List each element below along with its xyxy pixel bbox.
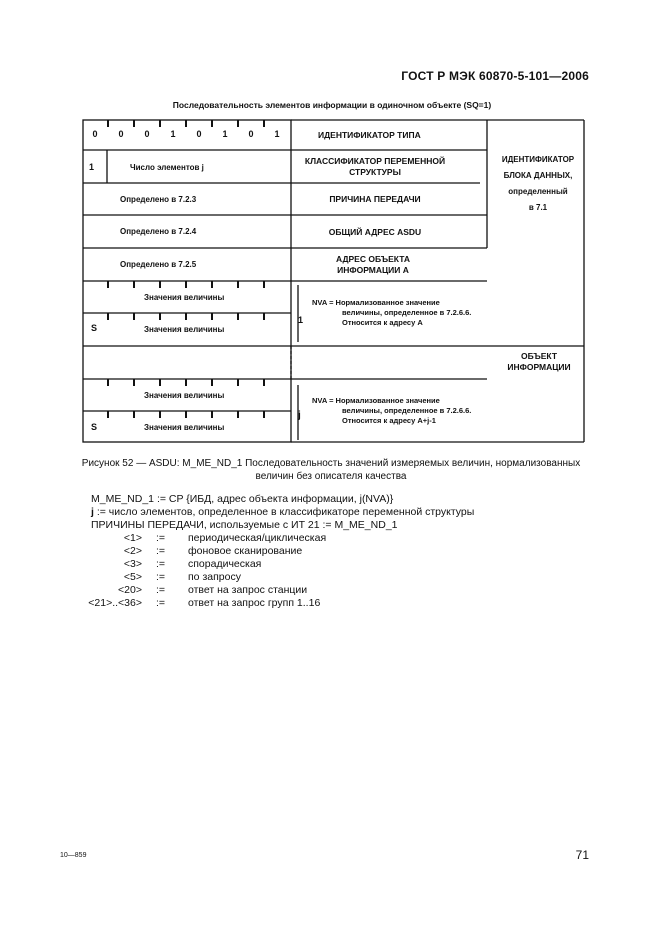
vsq-label: КЛАССИФИКАТОР ПЕРЕМЕННОЙ СТРУКТУРЫ [304,156,446,177]
bit-4: 0 [196,129,202,139]
sign-bit-2: S [91,422,98,432]
defined-7-2-5: Определено в 7.2.5 [120,260,197,269]
nva-index-1: 1 [298,315,304,325]
definition-cp: M_ME_ND_1 := CP {ИБД, адрес объекта информации, j(NVA)} [91,493,394,505]
bit-5: 1 [170,129,176,139]
cause-op: := [156,532,166,544]
defined-7-2-3: Определено в 7.2.3 [120,195,197,204]
cause-op: := [156,597,166,609]
type-id-label: ИДЕНТИФИКАТОР ТИПА [318,130,421,140]
cause-desc: ответ на запрос групп 1..16 [188,597,321,609]
asdu-address-label: ОБЩИЙ АДРЕС ASDU [328,227,422,237]
cause-desc: по запросу [188,571,241,583]
cause-op: := [156,571,166,583]
info-object-line-2: ИНФОРМАЦИИ [507,362,571,372]
value-label-1: Значения величины [144,293,225,302]
cause-row [70,571,490,584]
nva-description-j [312,396,471,426]
cause-desc: спорадическая [188,558,262,570]
nvaj-line-3: Относится к адресу А+j-1 [342,416,436,425]
page-number: 71 [575,848,589,862]
info-object-line-1: ОБЪЕКТ [520,351,558,361]
cot-label: ПРИЧИНА ПЕРЕДАЧИ [329,194,421,204]
cause-row [70,597,490,610]
diagram-title: Последовательность элементов информации в одиночном объекте (SQ=1) [172,100,492,110]
duid-line-3: определенный [508,187,568,196]
cause-row [70,584,490,597]
info-object-label [494,351,584,373]
bit-6: 0 [144,129,150,139]
bit-2: 0 [248,129,254,139]
standard-header: ГОСТ Р МЭК 60870-5-101—2006 [401,69,589,83]
bit-1: 1 [274,129,280,139]
definition-j [91,506,474,519]
cause-op: := [156,558,166,570]
value-label-2: Значения величины [144,325,225,334]
value-label-4: Значения величины [144,423,225,432]
count-label: Число элементов j [130,163,204,172]
count-sq-bit: 1 [89,162,95,172]
type-id-bits [83,129,291,143]
bit-8: 0 [92,129,98,139]
cause-desc: периодическая/циклическая [188,532,327,544]
cause-desc: ответ на запрос станции [188,584,308,596]
cause-row [70,532,490,545]
ioa-label: АДРЕС ОБЪЕКТА ИНФОРМАЦИИ А [335,254,410,275]
caption-line-2: величин без описателя качества [255,471,407,482]
causes-list [70,532,490,610]
value-label-3: Значения величины [144,391,225,400]
duid-line-4: в 7.1 [528,203,548,212]
cause-row [70,558,490,571]
bit-7: 0 [118,129,124,139]
print-code: 10—859 [60,852,87,859]
duid-line-1: ИДЕНТИФИКАТОР [501,155,575,164]
cause-code: <2> [123,545,142,557]
bit-3: 1 [222,129,228,139]
nvaj-line-1: NVA = Нормализованное значение [312,396,440,405]
cause-code: <21>..<36> [88,597,142,609]
data-unit-identifier-label [490,152,586,216]
cause-code: <20> [118,584,142,596]
cause-code: <5> [123,571,142,583]
cause-desc: фоновое сканирование [188,545,303,557]
nva-index-j: j [298,410,301,421]
defined-7-2-4: Определено в 7.2.4 [120,227,197,236]
nva1-line-1: NVA = Нормализованное значение [312,298,440,307]
nva1-line-2: величины, определенное в 7.2.6.6. [342,308,472,317]
figure-caption [75,457,587,483]
caption-line-1: Рисунок 52 — ASDU: M_ME_ND_1 Последовательность значений измеряемых величин, нормализованных [81,458,581,469]
cause-code: <1> [123,532,142,544]
cause-code: <3> [123,558,142,570]
nvaj-line-2: величины, определенное в 7.2.6.6. [342,406,472,415]
sign-bit-1: S [91,323,98,333]
cause-op: := [156,545,166,557]
definition-j-text: := число элементов, определенное в классификаторе переменной структуры [93,506,475,518]
nva-description-1 [312,298,471,328]
definitions-block [91,493,474,532]
cause-row [70,545,490,558]
definition-cot: ПРИЧИНЫ ПЕРЕДАЧИ, используемые с ИТ 21 := M_ME_ND_1 [91,519,398,531]
definition-j-symbol: j [91,506,94,518]
nva1-line-3: Относится к адресу А [342,318,423,327]
duid-line-2: БЛОКА ДАННЫХ, [503,171,573,180]
cause-op: := [156,584,166,596]
